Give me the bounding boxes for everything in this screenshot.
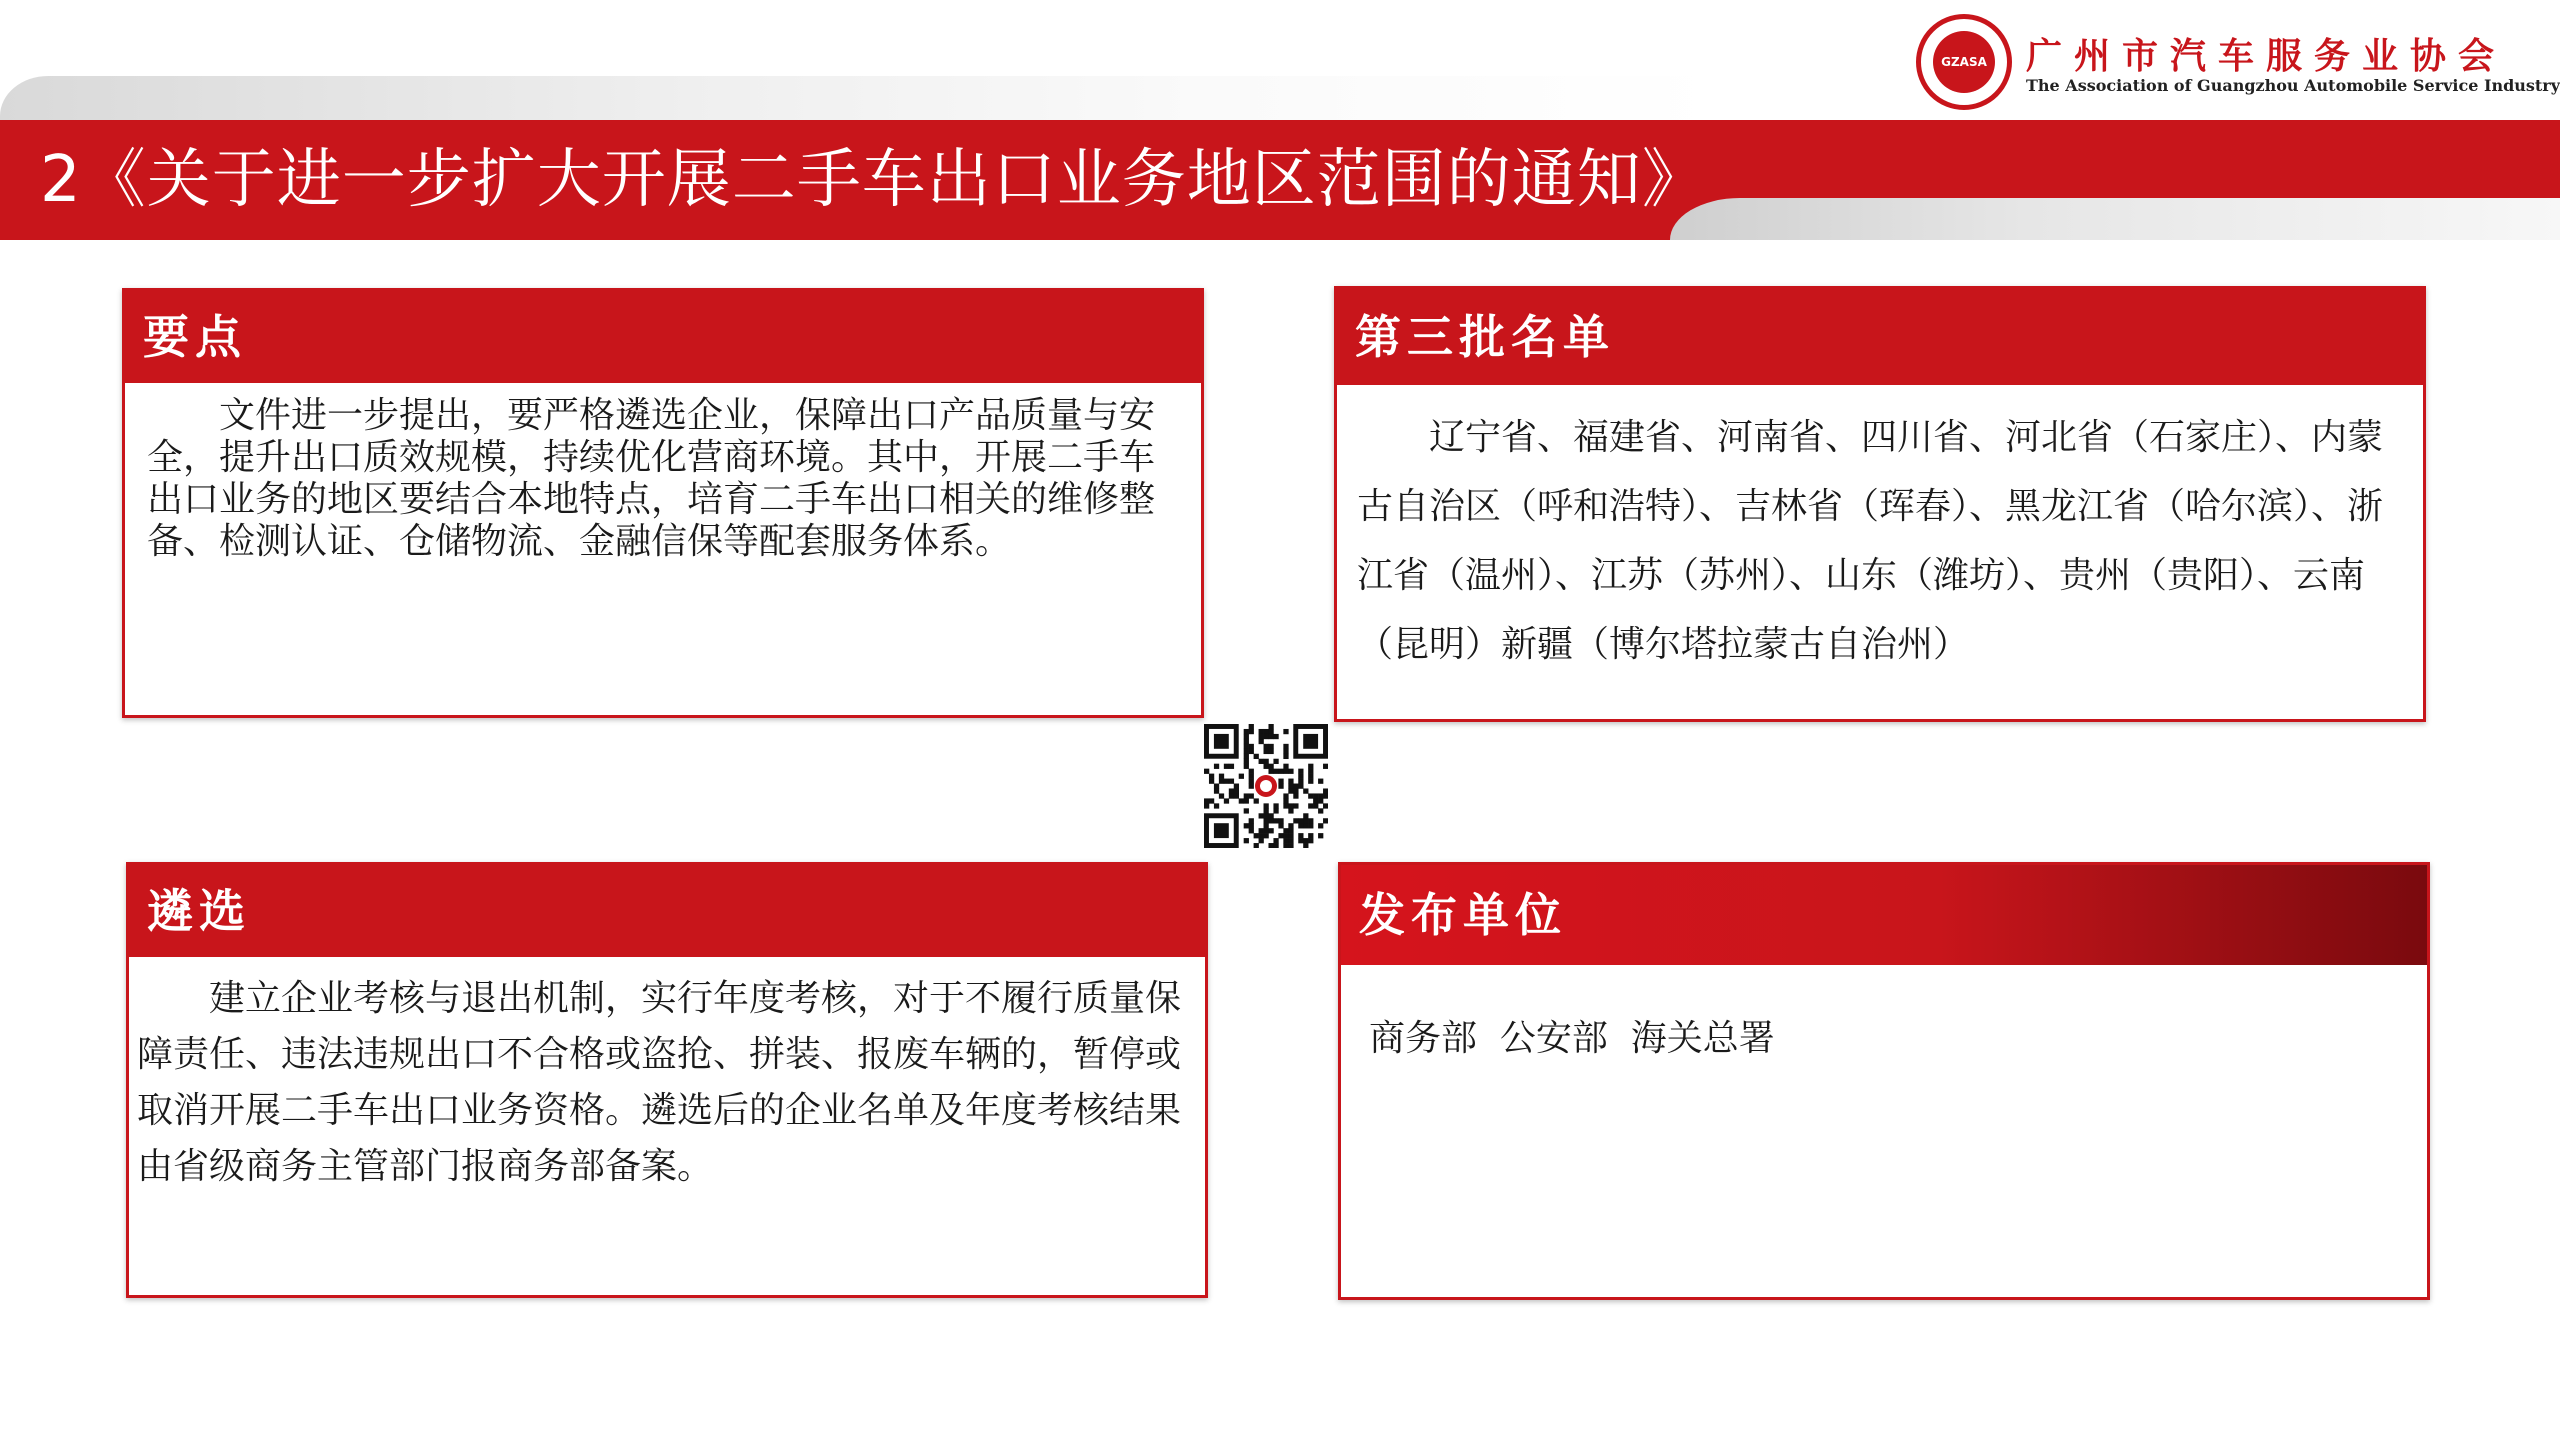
selection-body: 建立企业考核与退出机制，实行年度考核，对于不履行质量保障责任、违法违规出口不合格或盗抢、拼装、报废车辆的，暂停或取消开展二手车出口业务资格。遴选后的企业名单及年度考核结果由省级商务主管部门报商务部备案。 [137,978,1182,1187]
page-title: 2《关于进一步扩大开展二手车出口业务地区范围的通知》 [40,143,1707,217]
association-seal-icon [1916,14,2012,110]
logo-name-cn: 广州市汽车服务业协会 [2026,36,2507,77]
selection-title: 遴选 [129,865,1205,957]
publisher-body: 商务部 公安部 海关总署 [1369,1018,1775,1059]
publisher-card [1338,862,2430,1300]
third-batch-card [1334,286,2426,722]
title-bar-swoosh [1670,198,2560,240]
third-batch-body: 辽宁省、福建省、河南省、四川省、河北省（石家庄）、内蒙古自治区（呼和浩特）、吉林省（珲春）、黑龙江省（哈尔滨）、浙江省（温州）、江苏（苏州）、山东（潍坊）、贵州（贵阳）、云南（昆明）新疆（博尔塔拉蒙古自治州） [1357,417,2384,665]
selection-card [126,862,1208,1298]
qr-code-icon [1204,724,1328,848]
key-points-body: 文件进一步提出，要严格遴选企业，保障出口产品质量与安全，提升出口质效规模，持续优化营商环境。其中，开展二手车出口业务的地区要结合本地特点，培育二手车出口相关的维修整备、检测认证、仓储物流、金融信保等配套服务体系。 [147,395,1156,562]
header-swoosh-top [0,76,1720,124]
key-points-title: 要点 [125,291,1201,383]
logo-name-en: The Association of Guangzhou Automobile Service Industry [2026,76,2560,95]
publisher-title: 发布单位 [1341,865,2427,965]
seal-text: GZASA [1941,55,1987,69]
key-points-card [122,288,1204,718]
association-logo [1916,14,2560,110]
third-batch-title: 第三批名单 [1337,289,2423,385]
